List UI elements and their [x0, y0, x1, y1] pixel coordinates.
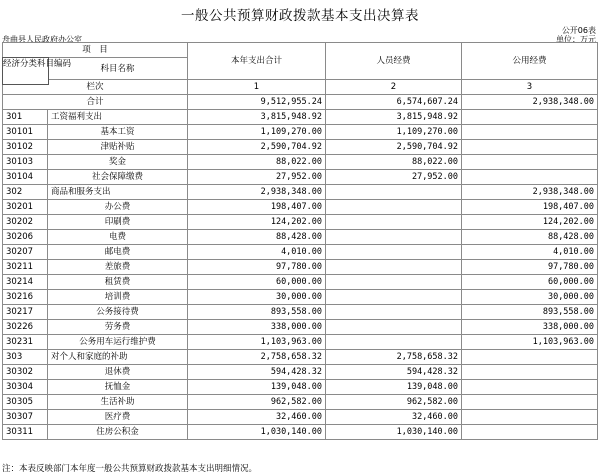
- row-public: [462, 110, 598, 125]
- row-code: 30217: [3, 305, 48, 320]
- row-code: 30311: [3, 425, 48, 440]
- row-total: 594,428.32: [188, 365, 326, 380]
- row-name: 住房公积金: [48, 425, 188, 440]
- column-index-1: 1: [188, 80, 326, 95]
- row-personnel: 2,590,704.92: [326, 140, 462, 155]
- row-public: [462, 365, 598, 380]
- row-code: 30231: [3, 335, 48, 350]
- row-personnel: [326, 215, 462, 230]
- row-personnel: [326, 200, 462, 215]
- row-personnel: 2,758,658.32: [326, 350, 462, 365]
- total-row-label: 合计: [3, 95, 188, 110]
- row-name: 印刷费: [48, 215, 188, 230]
- row-personnel: 88,022.00: [326, 155, 462, 170]
- row-code: 30305: [3, 395, 48, 410]
- row-name: 公务用车运行维护费: [48, 335, 188, 350]
- row-code: 30102: [3, 140, 48, 155]
- column-index-2: 2: [326, 80, 462, 95]
- page-title: 一般公共预算财政拨款基本支出决算表: [181, 8, 419, 24]
- expenditure-table: [2, 42, 598, 440]
- row-total: 2,590,704.92: [188, 140, 326, 155]
- table-row: [3, 170, 598, 185]
- row-code: 30304: [3, 380, 48, 395]
- row-total: 3,815,948.92: [188, 110, 326, 125]
- row-name: 劳务费: [48, 320, 188, 335]
- row-personnel: 3,815,948.92: [326, 110, 462, 125]
- table-row: [3, 365, 598, 380]
- table-row: [3, 200, 598, 215]
- row-name: 工资福利支出: [48, 110, 188, 125]
- row-total: 2,938,348.00: [188, 185, 326, 200]
- row-public: 30,000.00: [462, 290, 598, 305]
- organization-name: 舟曲县人民政府办公室: [2, 35, 82, 44]
- table-row: [3, 275, 598, 290]
- row-total: 88,022.00: [188, 155, 326, 170]
- row-total: 1,109,270.00: [188, 125, 326, 140]
- row-public: [462, 155, 598, 170]
- col-total-header: 本年支出合计: [188, 43, 326, 80]
- table-row: [3, 320, 598, 335]
- row-public: 893,558.00: [462, 305, 598, 320]
- row-public: 88,428.00: [462, 230, 598, 245]
- row-code: 30206: [3, 230, 48, 245]
- table-row: [3, 155, 598, 170]
- row-total: 338,000.00: [188, 320, 326, 335]
- row-total: 139,048.00: [188, 380, 326, 395]
- row-public: 4,010.00: [462, 245, 598, 260]
- row-code: 30307: [3, 410, 48, 425]
- row-personnel: [326, 290, 462, 305]
- row-total: 32,460.00: [188, 410, 326, 425]
- row-public: 97,780.00: [462, 260, 598, 275]
- row-name: 抚恤金: [48, 380, 188, 395]
- category-code-header: [3, 58, 72, 80]
- row-public: 2,938,348.00: [462, 185, 598, 200]
- row-name: 基本工资: [48, 125, 188, 140]
- row-name: 差旅费: [48, 260, 188, 275]
- row-total: 2,758,658.32: [188, 350, 326, 365]
- row-code: 30216: [3, 290, 48, 305]
- row-code: 30302: [3, 365, 48, 380]
- table-row: [3, 290, 598, 305]
- table-row: [3, 335, 598, 350]
- row-public: [462, 170, 598, 185]
- table-row: [3, 305, 598, 320]
- row-personnel: [326, 335, 462, 350]
- table-row: [3, 380, 598, 395]
- row-total: 27,952.00: [188, 170, 326, 185]
- table-row: [3, 110, 598, 125]
- column-index-label: 栏次: [3, 80, 188, 95]
- category-code-box: 经济分类科目编码: [2, 57, 49, 85]
- row-name: 退休费: [48, 365, 188, 380]
- row-code: 301: [3, 110, 48, 125]
- table-row: [3, 215, 598, 230]
- row-name: 医疗费: [48, 410, 188, 425]
- total-row-public: 2,938,348.00: [462, 95, 598, 110]
- row-personnel: 27,952.00: [326, 170, 462, 185]
- row-total: 1,030,140.00: [188, 425, 326, 440]
- row-public: 60,000.00: [462, 275, 598, 290]
- row-total: 124,202.00: [188, 215, 326, 230]
- footnote: 注：本表反映部门本年度一般公共预算财政拨款基本支出明细情况。: [2, 464, 258, 474]
- item-header: 项 目: [3, 43, 188, 58]
- row-public: [462, 410, 598, 425]
- row-personnel: 1,030,140.00: [326, 425, 462, 440]
- table-row: [3, 410, 598, 425]
- col-public-header: 公用经费: [462, 43, 598, 80]
- row-code: 302: [3, 185, 48, 200]
- table-row: [3, 140, 598, 155]
- row-total: 198,407.00: [188, 200, 326, 215]
- row-public: [462, 125, 598, 140]
- row-code: 30211: [3, 260, 48, 275]
- row-total: 60,000.00: [188, 275, 326, 290]
- row-total: 30,000.00: [188, 290, 326, 305]
- row-public: [462, 380, 598, 395]
- row-name: 邮电费: [48, 245, 188, 260]
- row-code: 30104: [3, 170, 48, 185]
- row-code: 30103: [3, 155, 48, 170]
- table-row: [3, 425, 598, 440]
- row-personnel: [326, 275, 462, 290]
- table-row: [3, 185, 598, 200]
- row-total: 962,582.00: [188, 395, 326, 410]
- row-code: 30202: [3, 215, 48, 230]
- row-total: 4,010.00: [188, 245, 326, 260]
- row-total: 88,428.00: [188, 230, 326, 245]
- row-total: 97,780.00: [188, 260, 326, 275]
- form-number: 公开06表: [561, 26, 596, 35]
- table-row: [3, 125, 598, 140]
- row-public: [462, 350, 598, 365]
- row-personnel: [326, 185, 462, 200]
- total-row-total: 9,512,955.24: [188, 95, 326, 110]
- table-row: [3, 245, 598, 260]
- row-name: 培训费: [48, 290, 188, 305]
- row-name: 生活补助: [48, 395, 188, 410]
- row-name: 对个人和家庭的补助: [48, 350, 188, 365]
- row-personnel: [326, 320, 462, 335]
- row-public: 124,202.00: [462, 215, 598, 230]
- row-personnel: [326, 305, 462, 320]
- row-code: 30207: [3, 245, 48, 260]
- row-public: 198,407.00: [462, 200, 598, 215]
- row-public: 338,000.00: [462, 320, 598, 335]
- row-name: 商品和服务支出: [48, 185, 188, 200]
- row-name: 办公费: [48, 200, 188, 215]
- total-row-personnel: 6,574,607.24: [326, 95, 462, 110]
- row-public: [462, 425, 598, 440]
- row-personnel: [326, 260, 462, 275]
- row-personnel: 1,109,270.00: [326, 125, 462, 140]
- row-personnel: 139,048.00: [326, 380, 462, 395]
- row-public: [462, 140, 598, 155]
- table-row: [3, 350, 598, 365]
- unit-label: 单位：万元: [556, 35, 596, 44]
- row-name: 公务接待费: [48, 305, 188, 320]
- row-code: 30226: [3, 320, 48, 335]
- row-public: [462, 395, 598, 410]
- subject-name-header: 科目名称: [48, 58, 188, 80]
- row-code: 30214: [3, 275, 48, 290]
- column-index-3: 3: [462, 80, 598, 95]
- row-personnel: 594,428.32: [326, 365, 462, 380]
- row-total: 1,103,963.00: [188, 335, 326, 350]
- row-personnel: 962,582.00: [326, 395, 462, 410]
- row-name: 奖金: [48, 155, 188, 170]
- row-code: 30201: [3, 200, 48, 215]
- row-code: 30101: [3, 125, 48, 140]
- row-personnel: [326, 230, 462, 245]
- table-row: [3, 260, 598, 275]
- row-total: 893,558.00: [188, 305, 326, 320]
- row-name: 津贴补贴: [48, 140, 188, 155]
- row-personnel: [326, 245, 462, 260]
- row-name: 社会保障缴费: [48, 170, 188, 185]
- row-name: 电费: [48, 230, 188, 245]
- row-code: 303: [3, 350, 48, 365]
- table-row: [3, 230, 598, 245]
- row-name: 租赁费: [48, 275, 188, 290]
- row-personnel: 32,460.00: [326, 410, 462, 425]
- row-public: 1,103,963.00: [462, 335, 598, 350]
- table-row: [3, 395, 598, 410]
- col-personnel-header: 人员经费: [326, 43, 462, 80]
